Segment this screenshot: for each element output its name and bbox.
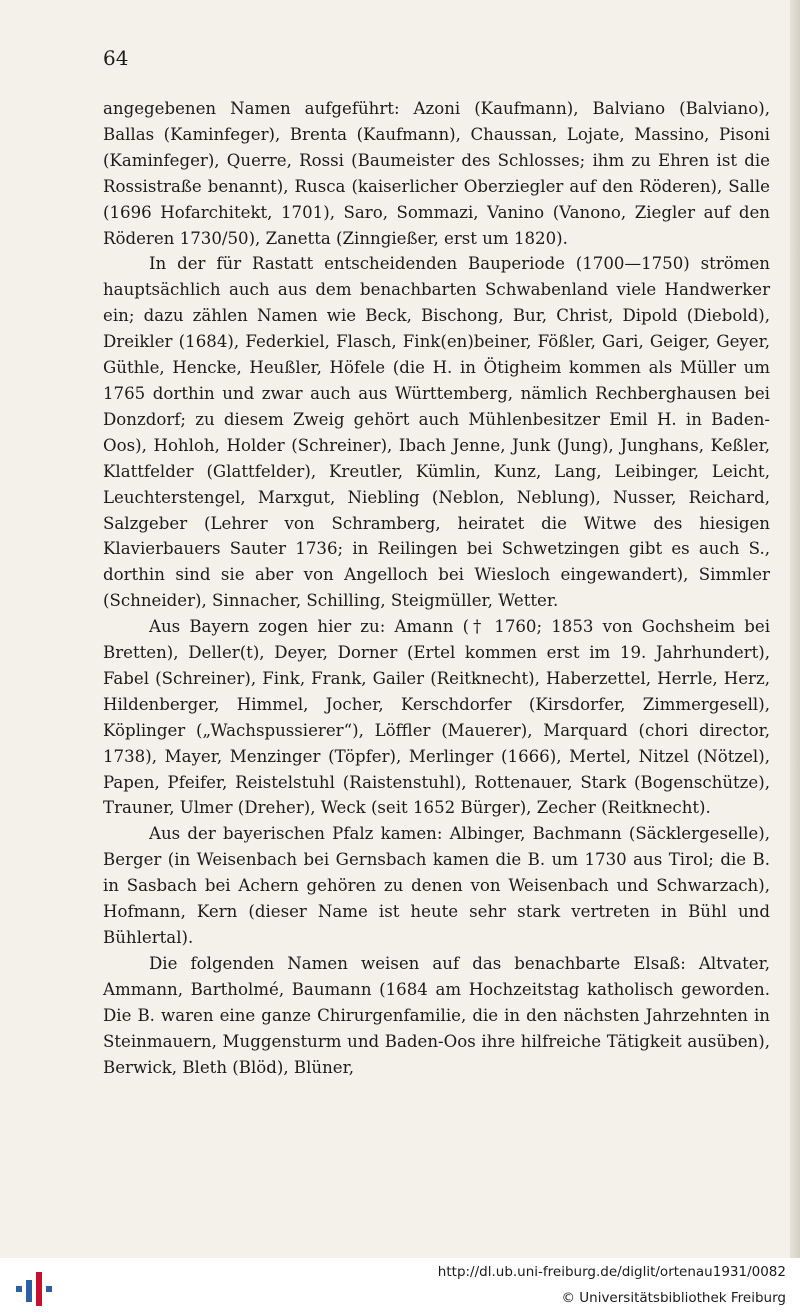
page-number: 64	[103, 46, 129, 70]
copyright-notice: © Universitätsbibliothek Freiburg	[561, 1290, 786, 1306]
page-edge-shadow	[790, 0, 800, 1258]
paragraph-alsace-names: Die folgenden Namen weisen auf das benachbarte Elsaß: Altvater, Ammann, Bartholmé, Baumann (1684 am Hochzeitstag katholisch geworden. Die B. waren eine ganze Chirurgenfamilie, die in den nächsten Jahrzehnten in Steinmauern, Muggensturm und Baden-Oos ihre hilfreiche Tätigkeit ausüben), Berwick, Bleth (Blöd), Blüner,	[103, 953, 770, 1077]
paragraph-italian-names: angegebenen Namen aufgeführt: Azoni (Kaufmann), Balviano (Balviano), Ballas (Kaminfeger), Brenta (Kaufmann), Chaussan, Lojate, Massino, Pisoni (Kaminfeger), Querre, Rossi (Baumeister des Schlosses; ihm zu Ehren ist die Rossistraße benannt), Rusca (kaiserlicher Oberziegler auf den Röderen), Salle (1696 Hofarchitekt, 1701), Saro, Sommazi, Vanino (Vanono, Ziegler auf den Röderen 1730/50), Zanetta (Zinngießer, erst um 1820).	[103, 99, 770, 248]
viewer-footer	[0, 1258, 800, 1316]
source-url-link[interactable]: http://dl.ub.uni-freiburg.de/diglit/ortenau1931/0082	[437, 1264, 786, 1280]
paragraph-palatinate-names: Aus der bayerischen Pfalz kamen: Albinger, Bachmann (Säcklergeselle), Berger (in Weisenbach bei Gernsbach kamen die B. um 1730 aus Tirol; die B. in Sasbach bei Achern gehören zu denen von Weisenbach und Schwarzach), Hofmann, Kern (dieser Name ist heute sehr stark vertreten in Bühl und Bühlertal).	[103, 824, 770, 947]
ub-freiburg-logo-icon[interactable]	[14, 1266, 54, 1310]
paragraph-swabian-names: In der für Rastatt entscheidenden Bauperiode (1700—1750) strömen hauptsächlich auch aus dem benachbarten Schwabenland viele Handwerker ein; dazu zählen Namen wie Beck, Bischong, Bur, Christ, Dipold (Diebold), Dreikler (1684), Federkiel, Flasch, Fink(en)beiner, Fößler, Gari, Geiger, Geyer, Güthle, Hencke, Heußler, Höfele (die H. in Ötigheim kommen als Müller um 1765 dorthin und zwar auch aus Württemberg, nämlich Rechberghausen bei Donzdorf; zu diesem Zweig gehört auch Mühlenbesitzer Emil H. in Baden-Oos), Hohloh, Holder (Schreiner), Ibach Jenne, Junk (Jung), Junghans, Keßler, Klattfelder (Glattfelder), Kreutler, Kümlin, Kunz, Lang, Leibinger, Leicht, Leuchterstengel, Marxgut, Niebling (Neblon, Neblung), Nusser, Reichard, Salzgeber (Lehrer von Schramberg, heiratet die Witwe des hiesigen Klavierbauers Sauter 1736; in Reilingen bei Schwetzingen gibt es auch S., dorthin sind sie aber von Angelloch bei Wiesloch eingewandert), Simmler (Schneider), Sinnacher, Schilling, Steigmüller, Wetter.	[103, 254, 770, 611]
body-text	[103, 96, 770, 1080]
paragraph-bavarian-names: Aus Bayern zogen hier zu: Amann († 1760; 1853 von Gochsheim bei Bretten), Deller(t), Deyer, Dorner (Ertel kommen erst im 19. Jahrhundert), Fabel (Schreiner), Fink, Frank, Gailer (Reitknecht), Haberzettel, Herrle, Herz, Hildenberger, Himmel, Jocher, Kerschdorfer (Kirsdorfer, Zimmergesell), Köplinger („Wachspussierer“), Löffler (Mauerer), Marquard (chori director, 1738), Mayer, Menzinger (Töpfer), Merlinger (1666), Mertel, Nitzel (Nötzel), Papen, Pfeifer, Reistelstuhl (Raistenstuhl), Rottenauer, Stark (Bogenschütze), Trauner, Ulmer (Dreher), Weck (seit 1652 Bürger), Zecher (Reitknecht).	[103, 617, 770, 818]
